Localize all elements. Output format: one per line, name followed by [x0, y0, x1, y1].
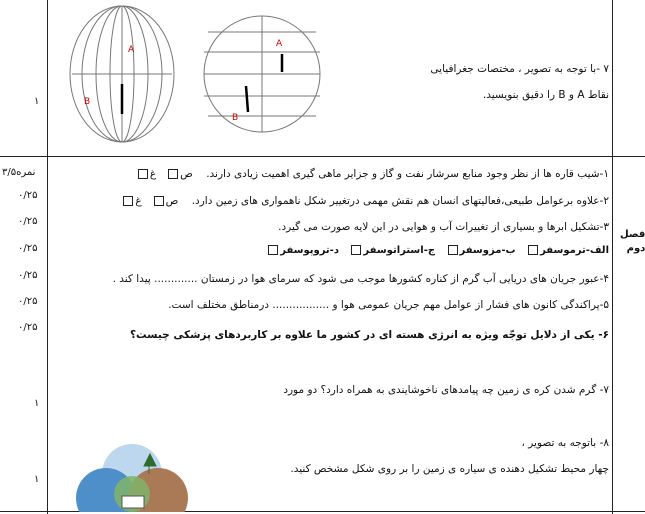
question-coordinates-score: ۱	[34, 96, 40, 107]
question-5: ۵-پراکندگی کانون های فشار از عوامل مهم جریان عمومی هوا و ................. درمناطق مختلف است.	[168, 299, 609, 311]
option-c-checkbox[interactable]	[351, 245, 361, 255]
option-a-checkbox[interactable]	[528, 245, 538, 255]
question-5-score: ۰/۲۵	[18, 296, 38, 307]
true-checkbox[interactable]	[154, 196, 164, 206]
row-divider	[0, 156, 645, 157]
question-8-line1: ۸- باتوجه به تصویر ،	[521, 437, 609, 449]
point-a-left: A	[128, 45, 135, 55]
question-3-options: الف-ترموسفر ب-مزوسفر ج-استراتوسفر د-تروپوسفر	[266, 244, 609, 258]
earth-spheres-illustration	[70, 436, 190, 512]
question-3: ۳-تشکیل ابرها و بسیاری از تغییرات آب و هوایی در این لایه صورت می گیرد.	[278, 221, 609, 233]
question-coordinates-line1: ۷ -با توجه به تصویر ، مختصات جغرافیایی	[430, 63, 609, 75]
false-checkbox[interactable]	[138, 169, 148, 179]
section-total-score: ۳/۵نمره	[2, 167, 36, 178]
globe-illustrations	[50, 2, 330, 152]
question-3-score: ۰/۲۵	[18, 243, 38, 254]
question-7-score: ۱	[34, 398, 40, 409]
true-checkbox[interactable]	[168, 169, 178, 179]
option-d-checkbox[interactable]	[268, 245, 278, 255]
question-1-score: ۰/۲۵	[18, 190, 38, 201]
question-6: ۶- یکی از دلایل توجّه ویژه به انرژی هسته ای در کشور ما علاوه بر کاربردهای پزشکی چیست؟	[129, 329, 609, 341]
left-globe	[70, 6, 174, 142]
false-checkbox[interactable]	[123, 196, 133, 206]
right-globe-marker-bottom	[246, 86, 248, 112]
point-a-right: A	[276, 39, 283, 49]
point-b-right: B	[232, 113, 239, 123]
question-coordinates-line2: نقاط A و B را دقیق بنویسید.	[482, 89, 609, 101]
question-4-score: ۰/۲۵	[18, 270, 38, 281]
section-label: فصل دوم	[620, 229, 645, 254]
column-divider-score	[47, 0, 48, 514]
question-6-score: ۰/۲۵	[18, 322, 38, 333]
right-globe	[204, 16, 320, 132]
column-divider-section	[612, 0, 613, 514]
question-2-score: ۰/۲۵	[18, 216, 38, 227]
point-b-left: B	[84, 97, 91, 107]
label-box	[122, 496, 144, 508]
question-1: ۱-شیب قاره ها از نظر وجود منابع سرشار نفت و گاز و جزایر ماهی گیری اهمیت زیادی دارند. ص غ	[136, 167, 609, 181]
option-b-checkbox[interactable]	[448, 245, 458, 255]
question-7: ۷- گرم شدن کره ی زمین چه پیامدهای ناخوشایندی به همراه دارد؟ دو مورد	[283, 384, 609, 396]
question-8-score: ۱	[34, 474, 40, 485]
question-4: ۴-عبور جریان های دریایی آب گرم از کناره کشورها موجب می شود که سرمای هوا در زمستان ............. پیدا کند .	[112, 273, 609, 285]
question-8-line2: چهار محیط تشکیل دهنده ی سیاره ی زمین را بر روی شکل مشخص کنید.	[290, 463, 609, 475]
question-2: ۲-علاوه برعوامل طبیعی،فعالیتهای انسان هم نقش مهمی درتغییر شکل ناهمواری های زمین دارد. ص غ	[121, 194, 609, 208]
